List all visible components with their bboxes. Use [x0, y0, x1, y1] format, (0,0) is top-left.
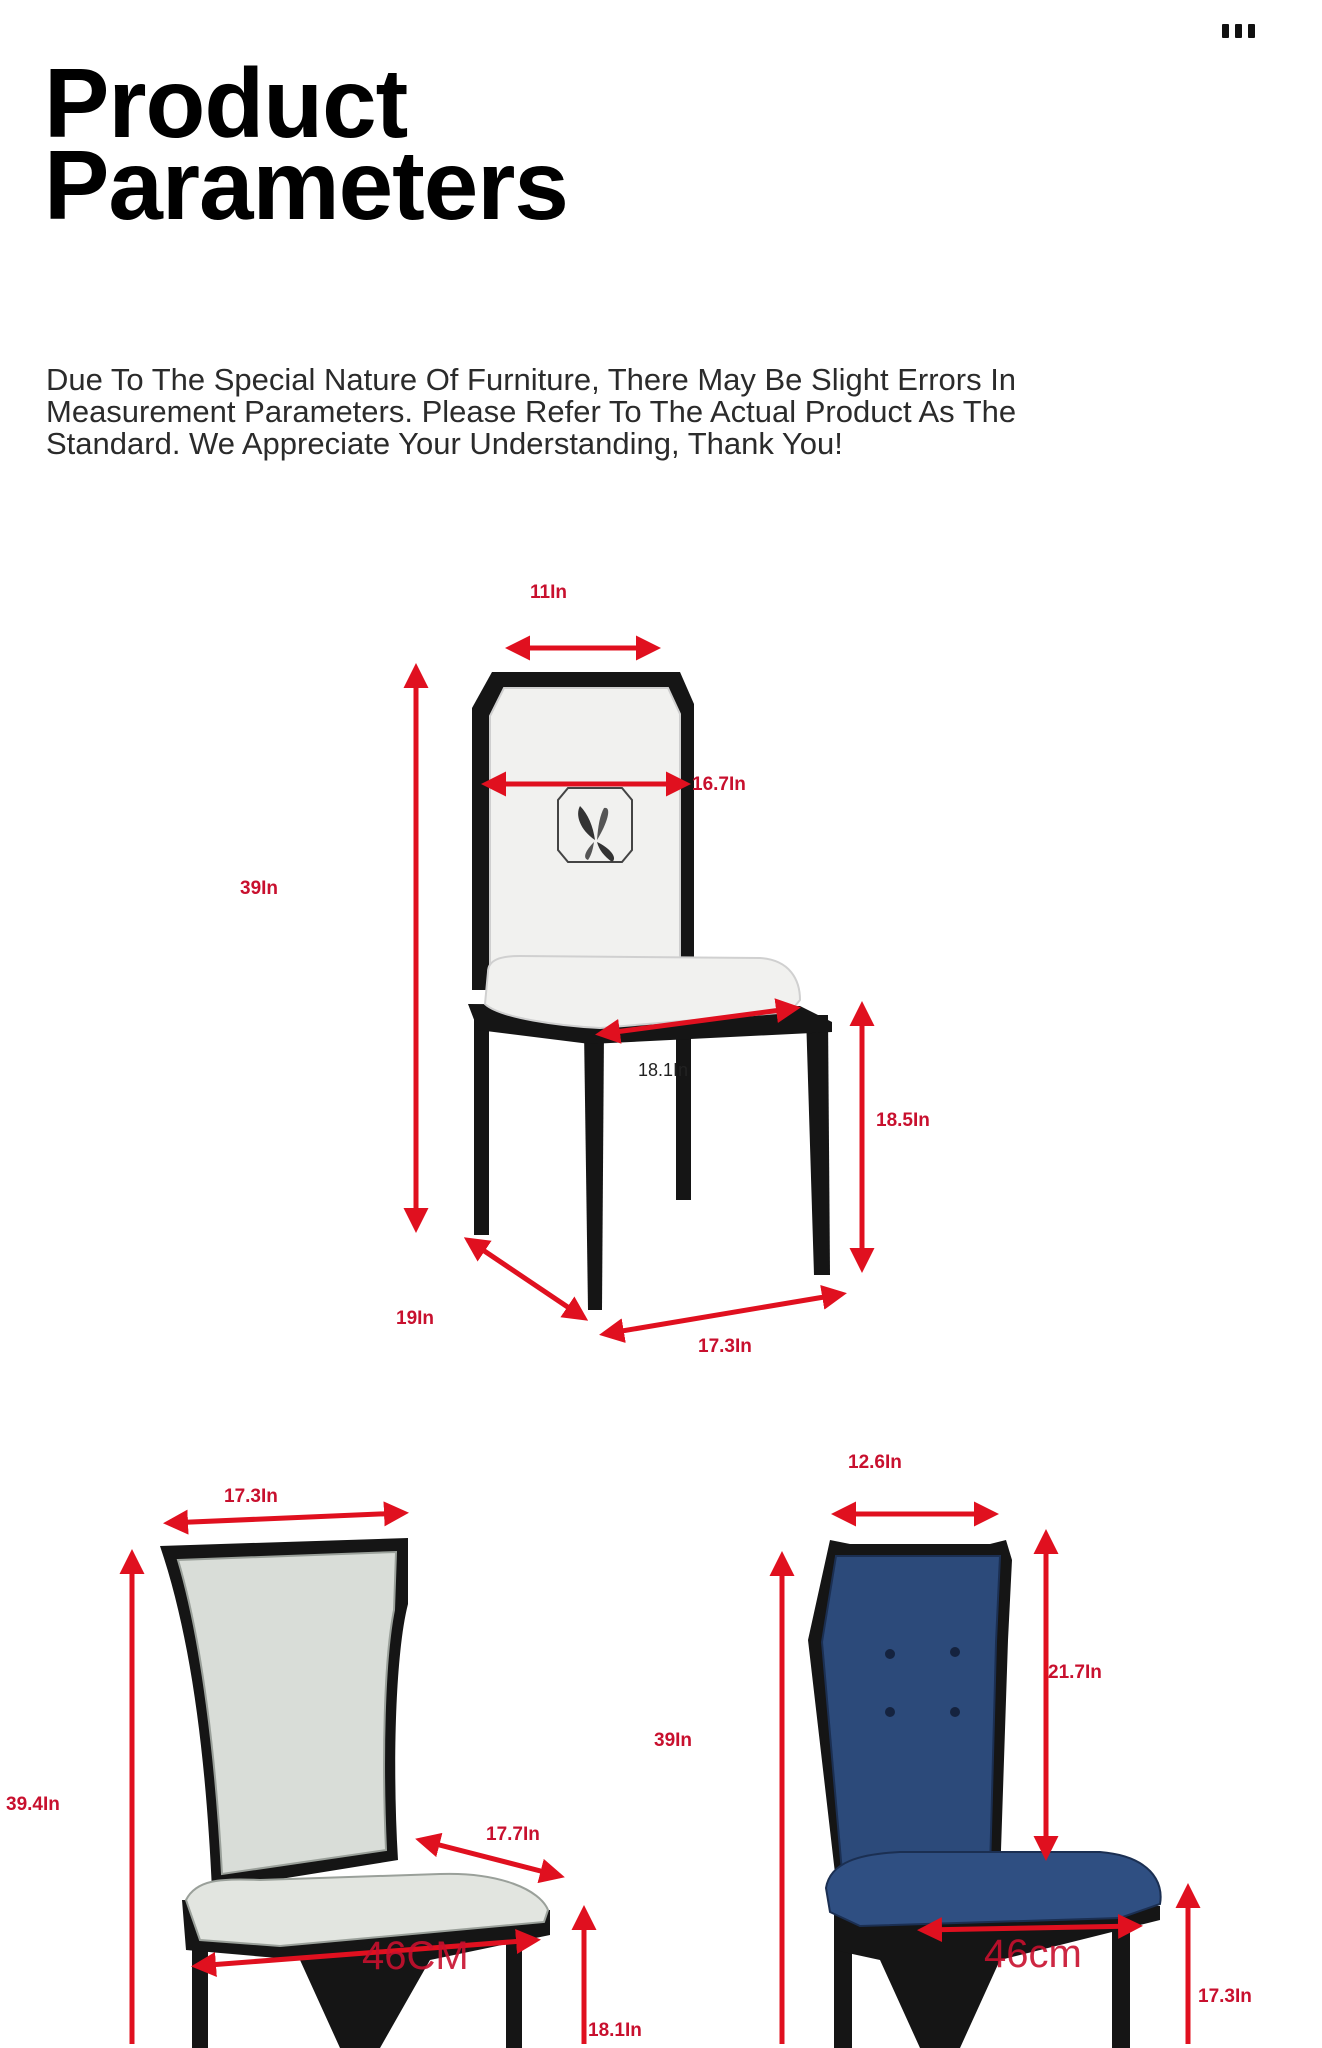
chair-3-height-label: 39In: [654, 1730, 693, 1751]
chair-1-seat-height-label: 18.5In: [876, 1110, 930, 1131]
chair-3-seat-height-label: 17.3In: [1198, 1986, 1252, 2007]
chair-1-seat-width-label: 18.1In: [638, 1060, 689, 1080]
chair-1-image: [468, 672, 832, 1310]
chair-2-seat-label: 46CM: [362, 1934, 469, 1978]
title-line-1: Product: [44, 48, 408, 158]
chair-1-base-width-label: 17.3In: [698, 1336, 752, 1357]
chair-1-back-width-label: 16.7In: [692, 774, 746, 795]
chair-2-depth-label: 17.7In: [486, 1824, 540, 1845]
chair-2-height-label: 39.4In: [6, 1794, 60, 1815]
notice-line-3: Standard. We Appreciate Your Understanding, Thank You!: [46, 426, 843, 461]
notice-line-1: Due To The Special Nature Of Furniture, There May Be Slight Errors In: [46, 362, 1017, 397]
chair-2-top-width-label: 17.3In: [224, 1486, 278, 1507]
chair-2-image: [160, 1538, 550, 2048]
chair-3-top-width-label: 12.6In: [848, 1452, 902, 1473]
chair-1-depth-label: 19In: [396, 1308, 435, 1329]
chair-1-height-label: 39In: [240, 878, 279, 899]
title-line-2: Parameters: [44, 130, 568, 240]
chair-1-top-width-label: 11In: [530, 582, 567, 603]
chair-3-seat-label: 46cm: [984, 1932, 1082, 1976]
chair-3-back-height-label: 21.7In: [1048, 1662, 1102, 1683]
notice-line-2: Measurement Parameters. Please Refer To The Actual Product As The: [46, 394, 1017, 429]
chair-2-seat-height-label: 18.1In: [588, 2020, 642, 2041]
